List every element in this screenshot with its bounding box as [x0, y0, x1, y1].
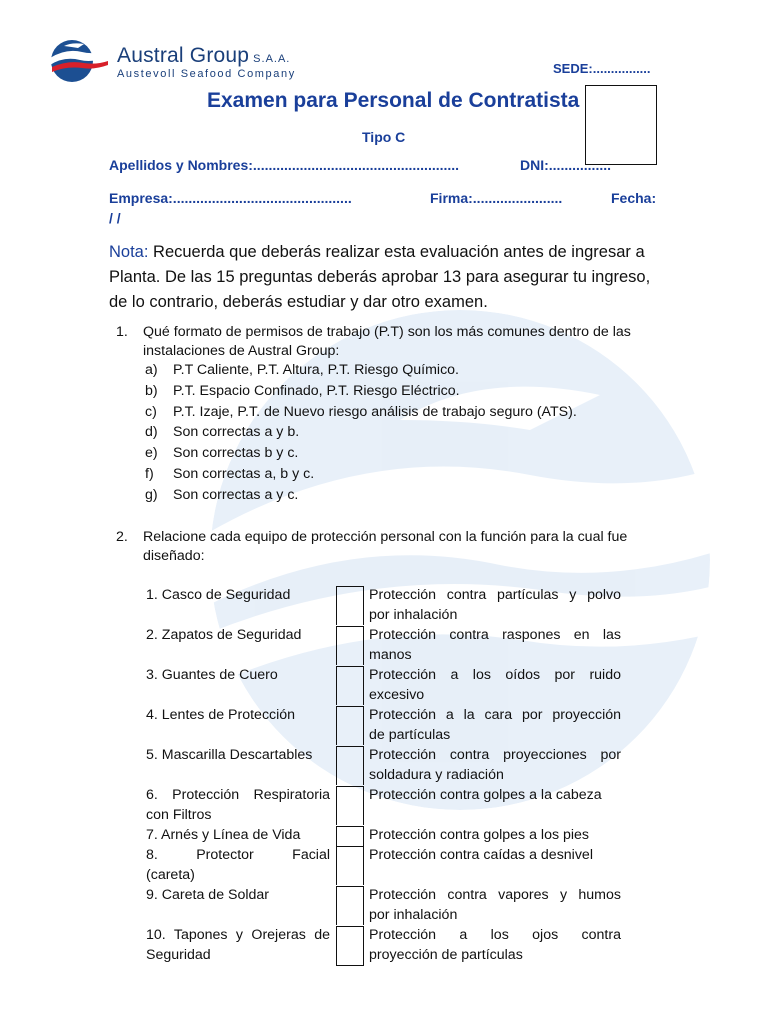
answer-box[interactable]: [336, 786, 364, 825]
function-description: [369, 666, 621, 705]
equipment-name-cont: (careta): [146, 866, 195, 883]
answer-box[interactable]: [336, 926, 364, 966]
option-text: Son correctas b y c.: [173, 445, 299, 462]
function-text: Protección a los ojos contra: [369, 927, 621, 943]
function-description: [369, 626, 621, 665]
question-1-options: [145, 360, 577, 506]
equipment-name: 1. Casco de Seguridad: [146, 587, 291, 603]
nombres-field: Apellidos y Nombres:.....................................................: [109, 157, 460, 173]
function-description: [369, 586, 621, 625]
function-text-cont: excesivo: [369, 686, 425, 703]
option-letter: e): [145, 445, 158, 462]
equipment-name: 10. Tapones y Orejeras de: [146, 927, 330, 943]
option-text: P.T. Espacio Confinado, P.T. Riesgo Eléctrico.: [173, 382, 460, 399]
option-b: [145, 381, 577, 402]
answer-box[interactable]: [336, 746, 364, 785]
option-text: Son correctas a y b.: [173, 424, 300, 441]
question-1-line2: instalaciones de Austral Group:: [143, 343, 340, 359]
option-g: [145, 485, 577, 506]
fecha-slashes: / /: [109, 210, 121, 226]
answer-box[interactable]: [336, 826, 364, 846]
question-2-number: 2.: [116, 529, 128, 545]
answer-box[interactable]: [336, 706, 364, 745]
equipment-name-cont: Seguridad: [146, 946, 211, 963]
option-text: Son correctas a, b y c.: [173, 465, 315, 482]
question-1-line1: Qué formato de permisos de trabajo (P.T) son los más comunes dentro de las: [143, 324, 631, 340]
function-text: Protección contra caídas a desnivel: [369, 847, 593, 863]
equipment-item: [146, 706, 330, 726]
option-letter: c): [145, 403, 157, 420]
nota-label: Nota:: [109, 243, 149, 261]
austral-globe-logo-icon: [48, 38, 110, 84]
function-text: Protección a los oídos por ruido: [369, 667, 621, 683]
function-description: [369, 786, 621, 806]
equipment-name: 5. Mascarilla Descartables: [146, 747, 313, 763]
option-letter: f): [145, 465, 154, 482]
option-text: P.T Caliente, P.T. Altura, P.T. Riesgo Químico.: [173, 362, 459, 378]
equipment-name: 7. Arnés y Línea de Vida: [146, 827, 301, 843]
equipment-item: [146, 626, 330, 646]
function-description: [369, 826, 621, 846]
equipment-item: [146, 846, 330, 885]
brand-subtitle: Austevoll Seafood Company: [117, 68, 296, 80]
equipment-item: [146, 666, 330, 686]
function-text: Protección contra proyecciones por: [369, 747, 621, 763]
option-letter: g): [145, 486, 158, 503]
equipment-item: [146, 926, 330, 965]
function-description: [369, 746, 621, 785]
nota-text: Recuerda que deberás realizar esta evaluación antes de ingresar a Planta. De las 15 preguntas deberás aprobar 13 para asegurar tu ingreso, de lo contrario, deberás estudiar y dar otro examen.: [109, 243, 651, 311]
sede-field: SEDE:................: [553, 61, 651, 76]
exam-type: Tipo C: [362, 129, 406, 145]
function-description: [369, 926, 621, 965]
function-text-cont: soldadura y radiación: [369, 766, 504, 783]
function-description: [369, 706, 621, 745]
equipment-name: 6. Protección Respiratoria: [146, 787, 330, 803]
equipment-item: [146, 586, 330, 606]
equipment-name: 3. Guantes de Cuero: [146, 667, 278, 683]
option-e: [145, 443, 577, 464]
function-text-cont: manos: [369, 646, 412, 663]
option-c: [145, 402, 577, 423]
brand-name: Austral Group S.A.A.: [117, 44, 291, 67]
answer-box[interactable]: [336, 586, 364, 625]
fecha-field: Fecha:: [611, 190, 657, 206]
option-a: [145, 360, 577, 381]
option-d: [145, 422, 577, 443]
function-text: Protección contra golpes a la cabeza: [369, 787, 602, 803]
option-f: [145, 464, 577, 485]
firma-field: Firma:.......................: [430, 190, 563, 206]
question-2-line1: Relacione cada equipo de protección personal con la función para la cual fue: [143, 529, 628, 545]
equipment-item: [146, 826, 330, 846]
exam-title: Examen para Personal de Contratista: [207, 89, 580, 112]
equipment-item: [146, 746, 330, 766]
equipment-item: [146, 786, 330, 825]
equipment-name: 8. Protector Facial: [146, 847, 330, 863]
option-text: P.T. Izaje, P.T. de Nuevo riesgo análisis de trabajo seguro (ATS).: [173, 403, 577, 420]
option-letter: b): [145, 382, 158, 399]
equipment-item: [146, 886, 330, 906]
answer-box[interactable]: [336, 666, 364, 705]
option-letter: d): [145, 424, 158, 441]
function-text: Protección a la cara por proyección: [369, 707, 621, 723]
option-letter: a): [145, 362, 158, 378]
answer-box[interactable]: [336, 846, 364, 885]
function-description: [369, 886, 621, 925]
function-text-cont: por inhalación: [369, 906, 458, 923]
function-text-cont: por inhalación: [369, 606, 458, 623]
equipment-name: 9. Careta de Soldar: [146, 887, 270, 903]
question-2-line2: diseñado:: [143, 548, 205, 564]
nota-paragraph: [109, 240, 654, 315]
function-description: [369, 846, 621, 866]
function-text: Protección contra vapores y humos: [369, 887, 621, 903]
function-text-cont: de partículas: [369, 726, 451, 743]
function-text: Protección contra raspones en las: [369, 627, 621, 643]
equipment-name: 2. Zapatos de Seguridad: [146, 627, 302, 643]
photo-box: [585, 85, 657, 165]
equipment-name-cont: con Filtros: [146, 806, 212, 823]
equipment-name: 4. Lentes de Protección: [146, 707, 296, 723]
function-text-cont: proyección de partículas: [369, 946, 523, 963]
question-1-number: 1.: [116, 324, 128, 340]
answer-box[interactable]: [336, 626, 364, 665]
answer-box[interactable]: [336, 886, 364, 925]
function-text: Protección contra golpes a los pies: [369, 827, 590, 843]
dni-field: DNI:................: [520, 157, 612, 173]
empresa-field: Empresa:..............................................: [109, 190, 352, 206]
option-text: Son correctas a y c.: [173, 486, 299, 503]
function-text: Protección contra partículas y polvo: [369, 587, 621, 603]
